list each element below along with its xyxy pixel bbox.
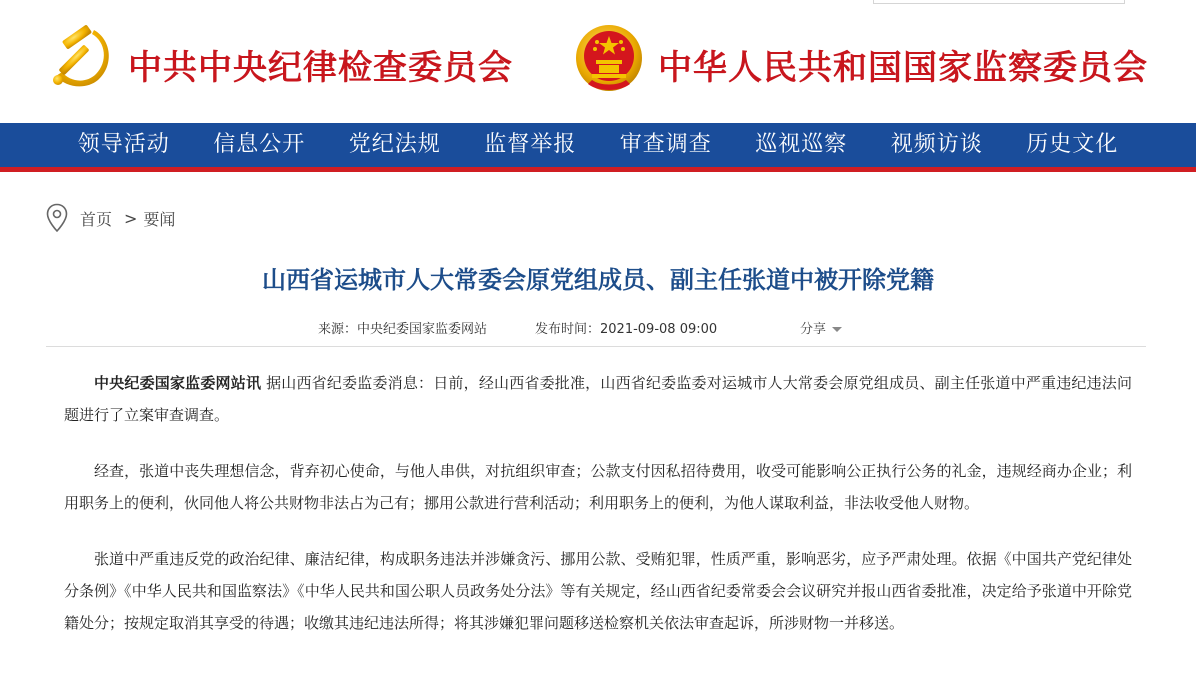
site-header xyxy=(0,0,1196,123)
paragraph-text: 张道中严重违反党的政治纪律、廉洁纪律，构成职务违法并涉嫌贪污、挪用公款、受贿犯罪，性质严重，影响恶劣，应予严肃处理。依据《中国共产党纪律处分条例》《中华人民共和国监察法》《中华人民共和国公职人员政务处分法》等有关规定，经山西省纪委常委会会议研究并报山西省委批准，决定给予张道中开除党籍处分；按规定取消其享受的待遇；收缴其违纪违法所得；将其涉嫌犯罪问题移送检察机关依法审查起诉，所涉财物一并移送。 xyxy=(64,550,1132,632)
source-value: 中央纪委国家监委网站 xyxy=(357,322,488,337)
time-label: 发布时间： xyxy=(535,322,601,337)
breadcrumb-current[interactable]: 要闻 xyxy=(143,209,176,229)
nav-item-leadership[interactable]: 领导活动 xyxy=(77,132,170,157)
main-nav xyxy=(0,123,1196,172)
article-body xyxy=(64,367,1132,663)
nav-item-video[interactable]: 视频访谈 xyxy=(890,132,983,157)
state-emblem-icon xyxy=(574,22,644,96)
breadcrumb-separator: > xyxy=(124,208,138,228)
divider xyxy=(46,346,1146,347)
time-value: 2021-09-08 09:00 xyxy=(600,322,718,337)
nav-item-regulations[interactable]: 党纪法规 xyxy=(348,132,441,157)
party-title: 中共中央纪律检查委员会 xyxy=(128,48,513,88)
nav-item-history[interactable]: 历史文化 xyxy=(1026,132,1119,157)
share-button[interactable] xyxy=(800,318,842,337)
nav-item-investigation[interactable]: 审查调查 xyxy=(619,132,712,157)
nav-item-inspection[interactable]: 巡视巡察 xyxy=(755,132,848,157)
caret-down-icon xyxy=(832,327,842,332)
paragraph-text: 据山西省纪委监委消息：日前，经山西省委批准，山西省纪委监委对运城市人大常委会原党组成员、副主任张道中严重违纪违法问题进行了立案审查调查。 xyxy=(64,374,1132,424)
nav-item-report[interactable]: 监督举报 xyxy=(484,132,577,157)
location-pin-icon xyxy=(46,203,68,233)
breadcrumb-home[interactable]: 首页 xyxy=(80,209,113,229)
breadcrumb xyxy=(46,202,175,234)
party-emblem-icon xyxy=(48,22,114,92)
paragraph xyxy=(64,543,1132,639)
nav-item-information[interactable]: 信息公开 xyxy=(213,132,306,157)
publish-time xyxy=(535,318,717,337)
article-meta xyxy=(0,318,1196,338)
article-title: 山西省运城市人大常委会原党组成员、副主任张道中被开除党籍 xyxy=(262,266,934,294)
paragraph xyxy=(64,367,1132,431)
source-info xyxy=(318,318,487,337)
share-label: 分享 xyxy=(800,322,827,337)
paragraph xyxy=(64,455,1132,519)
paragraph-text: 经查，张道中丧失理想信念，背弃初心使命，与他人串供，对抗组织审查；公款支付因私招待费用，收受可能影响公正执行公务的礼金，违规经商办企业；利用职务上的便利，伙同他人将公共财物非法占为己有；挪用公款进行营利活动；利用职务上的便利，为他人谋取利益，非法收受他人财物。 xyxy=(64,462,1132,512)
paragraph-lead: 中央纪委国家监委网站讯 xyxy=(94,374,262,392)
state-title: 中华人民共和国国家监察委员会 xyxy=(658,48,1148,88)
source-label: 来源： xyxy=(318,322,358,337)
